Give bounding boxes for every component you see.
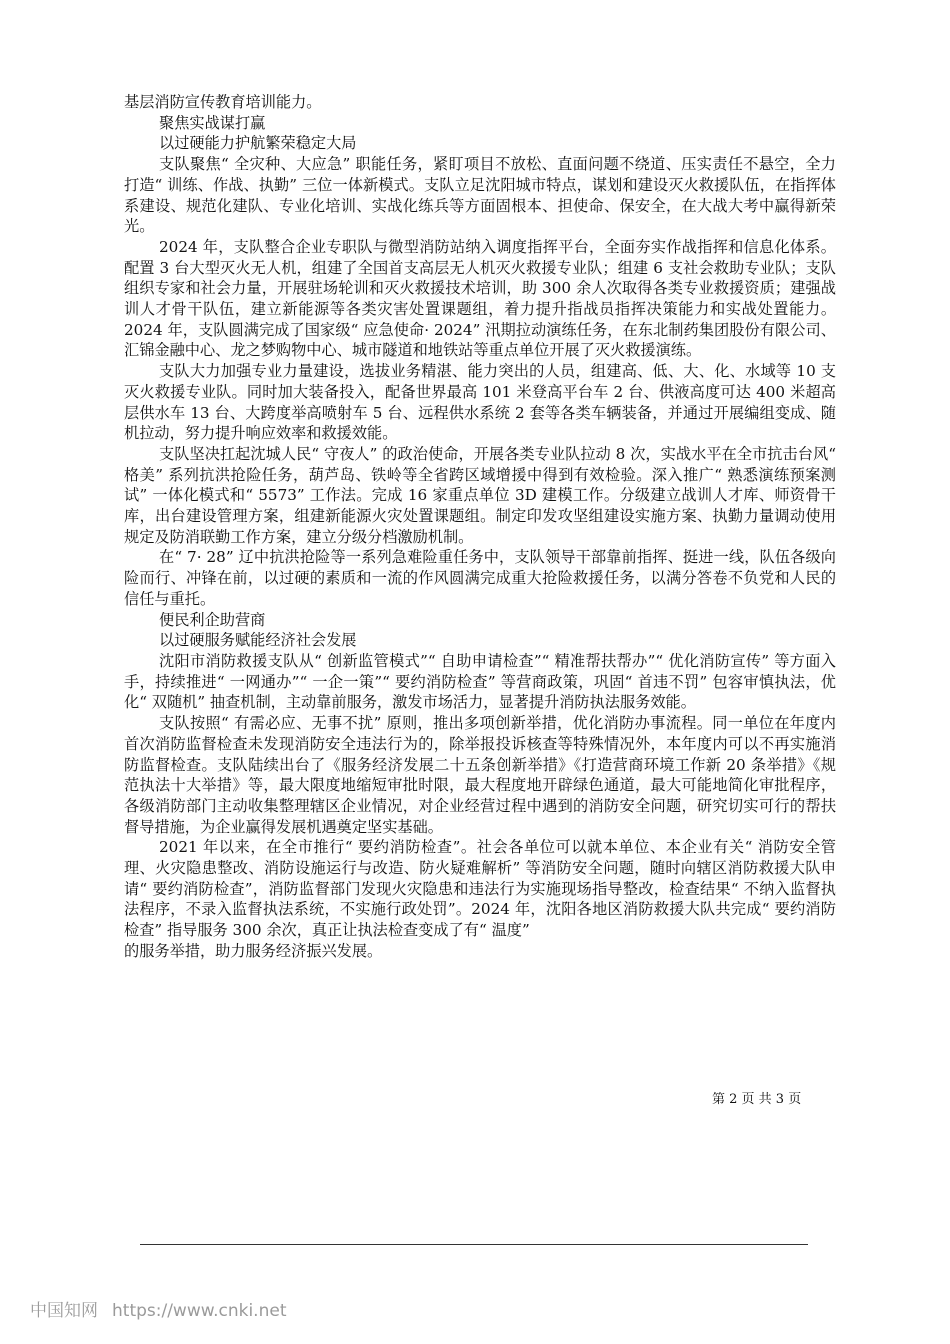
section2-closing-line: 的服务举措，助力服务经济振兴发展。 — [124, 941, 383, 960]
section1-paragraph: 2024 年，支队整合企业专职队与微型消防站纳入调度指挥平台，全面夯实作战指挥和信息化体系。配置 3 台大型灭火无人机，组建了全国首支高层无人机灭火救援专业队；组建 6 支社会救助专业队；支队组织专家和社会力量，开展驻场轮训和灭火救援技术培训，助 300 余人次取得各类专业救援资质；建强战训人才骨干队伍，建立新能源等各类灾害处置课题组，着力提升指战员指挥决策能力和实战处置能力。2024 年，支队圆满完成了国家级“ 应急使命· 2024” 汛期拉动演练任务，在东北制药集团股份有限公司、汇锦金融中心、龙之梦购物中心、城市隧道和地铁站等重点单位开展了灭火救援演练。 — [124, 237, 836, 360]
section2-paragraph: 支队按照“ 有需必应、无事不扰” 原则，推出多项创新举措，优化消防办事流程。同一单位在年度内首次消防监督检查未发现消防安全违法行为的，除举报投诉核查等特殊情况外，本年度内可以不再实施消防监督检查。支队陆续出台了《服务经济发展二十五条创新举措》《打造营商环境工作新 20 条举措》《规范执法十大举措》等，最大限度地缩短审批时限，最大程度地开辟绿色通道，最大可能地简化审批程序，各级消防部门主动收集整理辖区企业情况，对企业经营过程中遇到的消防安全问题，研究切实可行的帮扶督导措施，为企业赢得发展机遇奠定坚实基础。 — [124, 714, 836, 836]
section1-heading: 聚焦实战谋打赢 — [159, 113, 266, 132]
page-number: 第 2 页 共 3 页 — [712, 1092, 802, 1107]
section1-paragraph: 支队坚决扛起沈城人民“ 守夜人” 的政治使命，开展各类专业队拉动 8 次，实战水平在全市抗击台风“ 格美” 系列抗洪抢险任务，葫芦岛、铁岭等全省跨区域增援中得到有效检验。深入推广“ 熟悉演练预案测试” 一体化模式和“ 5573” 工作法。完成 16 家重点单位 3D 建模工作。分级建立战训人才库、师资骨干库，出台建设管理方案，组建新能源火灾处置课题组。制定印发攻坚组建设实施方案、执勤力量调动使用规定及防消联勤工作方案，建立分级分档激励机制。 — [124, 444, 836, 546]
section2-subheading: 以过硬服务赋能经济社会发展 — [159, 631, 357, 650]
document-body — [124, 92, 836, 962]
footer-divider — [140, 1244, 808, 1245]
opening-line: 基层消防宣传教育培训能力。 — [124, 93, 322, 111]
watermark — [30, 1296, 286, 1321]
watermark-brand: 中国知网 — [30, 1301, 98, 1321]
section2-paragraph: 2021 年以来，在全市推行“ 要约消防检查”。社会各单位可以就本单位、本企业有关“ 消防安全管理、火灾隐患整改、消防设施运行与改造、防火疑难解析” 等消防安全问题，随时向辖区消防救援大队申请“ 要约消防检查”，消防监督部门发现火灾隐患和违法行为实施现场指导整改，检查结果“ 不纳入监督执法程序，不录入监督执法系统，不实施行政处罚”。2024 年，沈阳各地区消防救援大队共完成“ 要约消防检查” 指导服务 300 余次，真正让执法检查变成了有“ 温度” — [124, 838, 836, 940]
section1-paragraph: 支队大力加强专业力量建设，选拔业务精湛、能力突出的人员，组建高、低、大、化、水域等 10 支灭火救援专业队。同时加大装备投入，配备世界最高 101 米登高平台车 2 台、供液高度可达 400 米超高层供水车 13 台、大跨度举高喷射车 5 台、远程供水系统 2 套等各类车辆装备，并通过开展编组变成、随机拉动，努力提升响应效率和救援效能。 — [124, 362, 836, 443]
watermark-url: https://www.cnki.net — [112, 1301, 287, 1321]
section2-heading: 便民利企助营商 — [159, 610, 266, 629]
section1-paragraph: 在“ 7· 28” 辽中抗洪抢险等一系列急难险重任务中，支队领导干部靠前指挥、挺进一线，队伍各级向险而行、冲锋在前，以过硬的素质和一流的作风圆满完成重大抢险救援任务，以满分答卷不负党和人民的信任与重托。 — [124, 548, 836, 608]
section1-subheading: 以过硬能力护航繁荣稳定大局 — [159, 134, 357, 153]
section1-paragraph: 支队聚焦“ 全灾种、大应急” 职能任务，紧盯项目不放松、直面问题不绕道、压实责任不悬空，全力打造“ 训练、作战、执勤” 三位一体新模式。支队立足沈阳城市特点，谋划和建设灭火救援队伍，在指挥体系建设、规范化建队、专业化培训、实战化练兵等方面固根本、担使命、保安全，在大战大考中赢得新荣光。 — [124, 155, 836, 236]
section2-paragraph: 沈阳市消防救援支队从“ 创新监管模式”“ 自助申请检查”“ 精准帮扶帮办”“ 优化消防宣传” 等方面入手，持续推进“ 一网通办”“ 一企一策”“ 要约消防检查” 等营商政策，巩固“ 首违不罚” 包容审慎执法，优化“ 双随机” 抽查机制，主动靠前服务，激发市场活力，显著提升消防执法服务效能。 — [124, 651, 836, 712]
